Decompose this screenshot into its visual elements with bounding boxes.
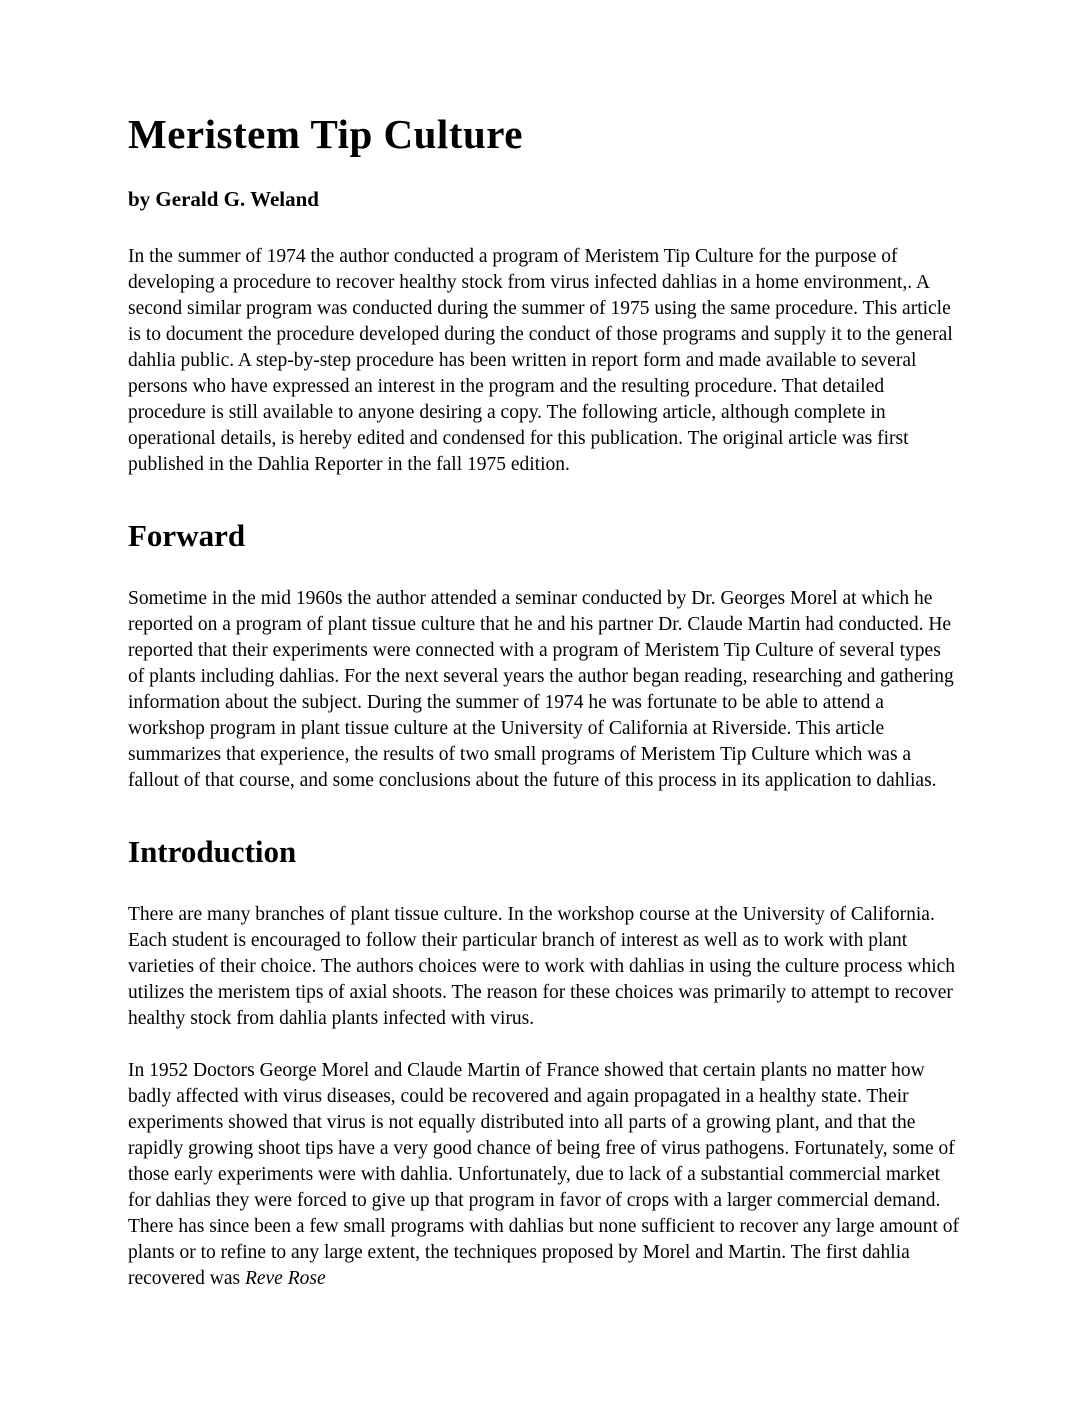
introduction-paragraph-1: There are many branches of plant tissue culture. In the workshop course at the University of California. Each student is encouraged to follow their particular branch of interest as well as to work with plant varieties of their choice. The authors choices were to work with dahlias in using the culture process which utilizes the meristem tips of axial shoots. The reason for these choices was primarily to attempt to recover healthy stock from dahlia plants infected with virus. [128,904,956,1030]
section-heading-introduction: Introduction [128,834,297,870]
document-title: Meristem Tip Culture [128,111,523,157]
introduction-paragraph-2-italic-phrase: Reve Rose [244,1268,326,1290]
forward-paragraph: Sometime in the mid 1960s the author attended a seminar conducted by Dr. Georges Morel at which he reported on a program of plant tissue culture that he and his partner Dr. Claude Martin had conducted. He reported that their experiments were connected with a program of Meristem Tip Culture of several types of plants including dahlias. For the next several years the author began reading, researching and gathering information about the subject. During the summer of 1974 he was fortunate to be able to attend a workshop program in plant tissue culture at the University of California at Riverside. This article summarizes that experience, the results of two small programs of Meristem Tip Culture which was a fallout of that course, and some conclusions about the future of this process in its application to dahlias. [128,588,954,792]
introduction-paragraph-2 [128,1058,960,1292]
section-heading-forward: Forward [128,518,246,554]
document-byline: by Gerald G. Weland [128,187,319,212]
introduction-paragraph-2-text: In 1952 Doctors George Morel and Claude Martin of France showed that certain plants no matter how badly affected with virus diseases, could be recovered and again propagated in a healthy state. Their experiments showed that virus is not equally distributed into all parts of a growing plant, and that the rapidly growing shoot tips have a very good chance of being free of virus pathogens. Fortunately, some of those early experiments were with dahlia. Unfortunately, due to lack of a substantial commercial market for dahlias they were forced to give up that program in favor of crops with a larger commercial demand. There has since been a few small programs with dahlias but none sufficient to recover any large amount of plants or to refine to any large extent, the techniques proposed by Morel and Martin. The first dahlia recovered was [128,1060,960,1290]
lead-paragraph: In the summer of 1974 the author conducted a program of Meristem Tip Culture for the purpose of developing a procedure to recover healthy stock from virus infected dahlias in a home environment,. A second similar program was conducted during the summer of 1975 using the same procedure. This article is to document the procedure developed during the conduct of those programs and supply it to the general dahlia public. A step-by-step procedure has been written in report form and made available to several persons who have expressed an interest in the program and the resulting procedure. That detailed procedure is still available to anyone desiring a copy. The following article, although complete in operational details, is hereby edited and condensed for this publication. The original article was first published in the Dahlia Reporter in the fall 1975 edition. [128,246,953,476]
